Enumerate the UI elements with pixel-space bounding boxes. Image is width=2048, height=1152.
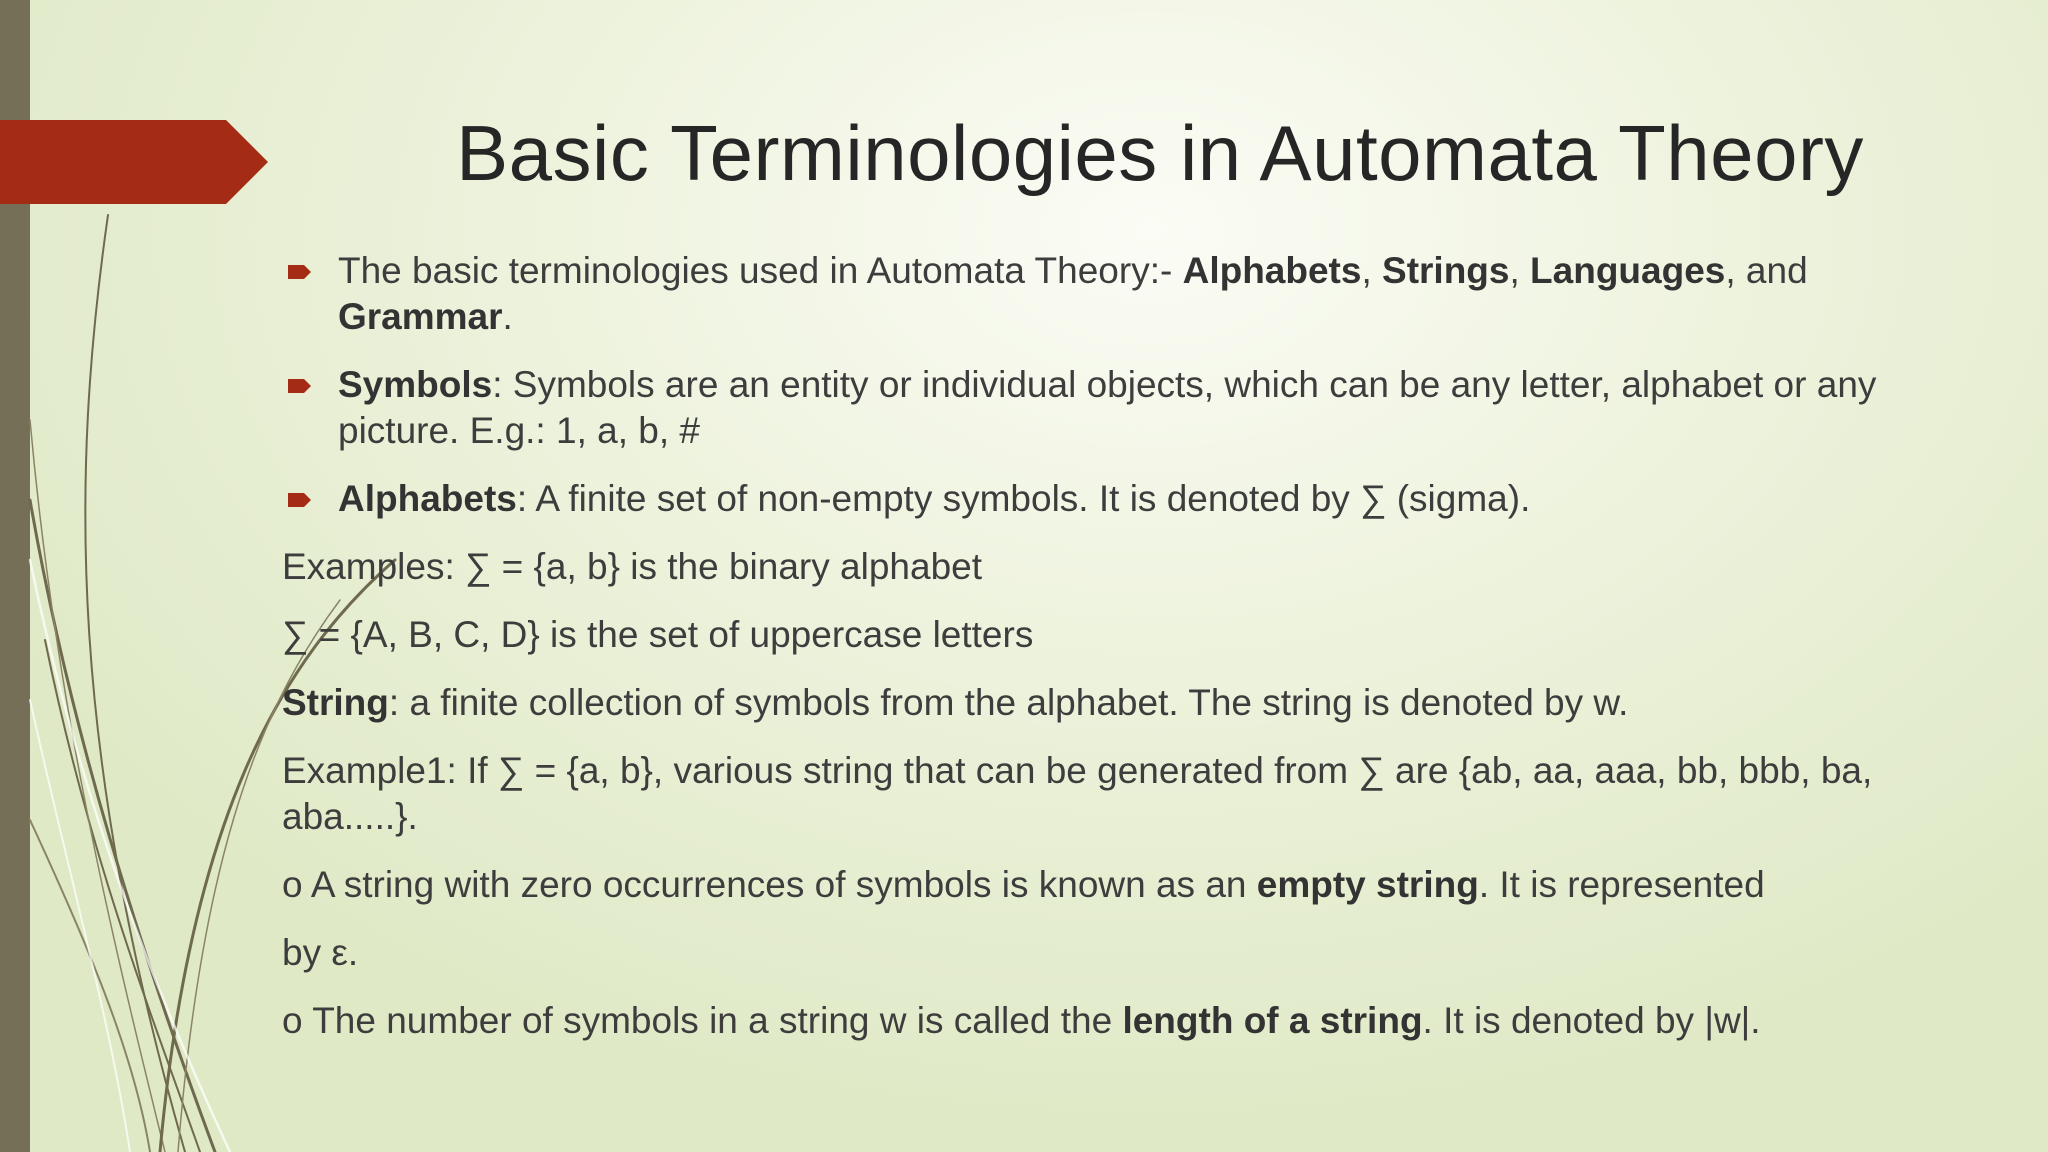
string-length-line: o The number of symbols in a string w is called the length of a string. It is denoted by |w|. — [282, 1000, 1761, 1041]
uppercase-line: ∑ = {A, B, C, D} is the set of uppercase letters — [282, 614, 1034, 655]
empty-string-symbol-line: by ε. — [282, 932, 359, 973]
bullet-item: Alphabets: A finite set of non-empty symbols. It is denoted by ∑ (sigma). — [282, 476, 1962, 522]
empty-string-line: o A string with zero occurrences of symbols is known as an empty string. It is represented — [282, 864, 1765, 905]
examples-line: Examples: ∑ = {a, b} is the binary alphabet — [282, 546, 983, 587]
slide-body — [282, 248, 1962, 1066]
example1-line: Example1: If ∑ = {a, b}, various string that can be generated from ∑ are {ab, aa, aaa, bb, bbb, ba, aba.....}. — [282, 750, 1873, 837]
bullet-item: The basic terminologies used in Automata Theory:- Alphabets, Strings, Languages, and Grammar. — [282, 248, 1962, 340]
arrow-bullet-icon — [288, 378, 312, 394]
string-definition: String: a finite collection of symbols from the alphabet. The string is denoted by w. — [282, 682, 1629, 723]
arrow-bullet-icon — [288, 492, 312, 508]
arrow-bullet-icon — [288, 264, 312, 280]
bullet-item: Symbols: Symbols are an entity or individual objects, which can be any letter, alphabet or any picture. E.g.: 1, a, b, # — [282, 362, 1962, 454]
slide-title: Basic Terminologies in Automata Theory — [456, 109, 1864, 197]
